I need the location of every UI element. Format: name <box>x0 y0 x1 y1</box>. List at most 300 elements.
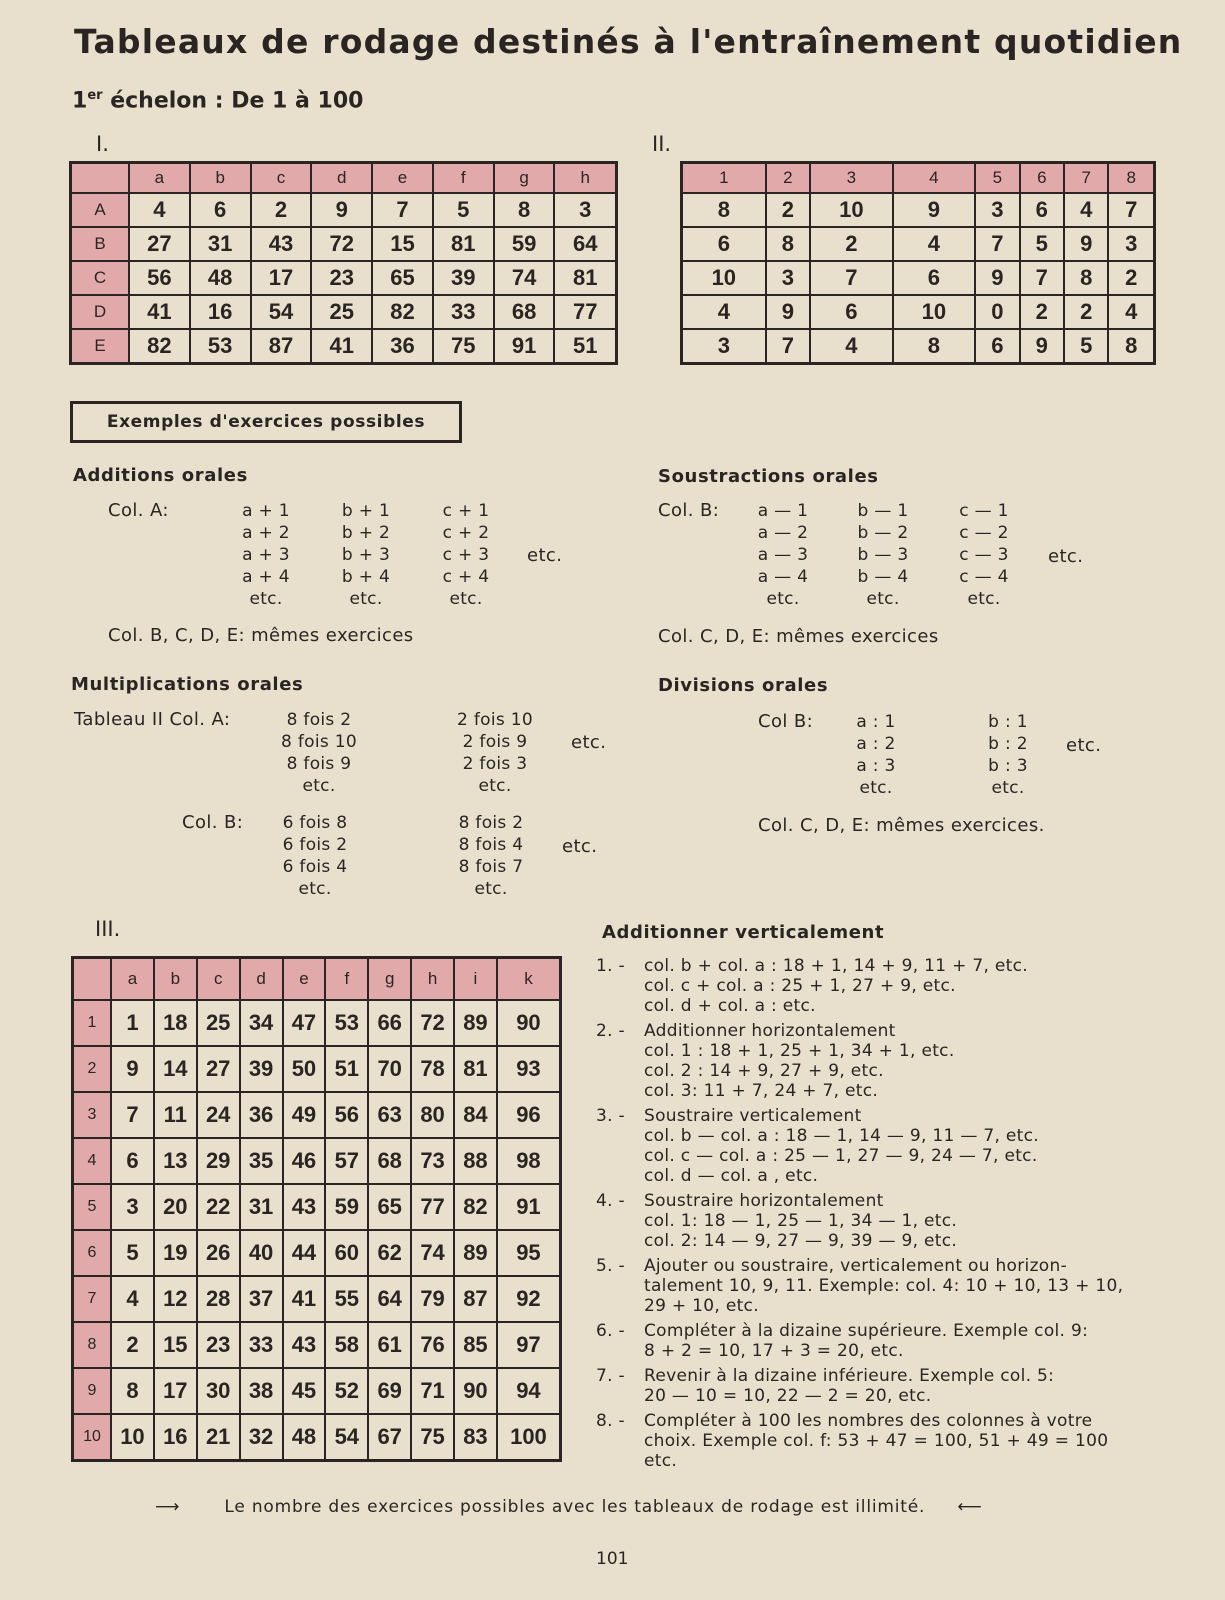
table3-column-header: d <box>240 958 283 1001</box>
exercise-line: Compléter à 100 les nombres des colonnes à votre <box>644 1411 1093 1431</box>
table3-cell: 11 <box>154 1092 197 1138</box>
addition-line: etc. <box>349 589 383 609</box>
table1-cell: 27 <box>129 227 190 261</box>
table1-cell: 43 <box>251 227 312 261</box>
additions-col-a <box>236 500 296 610</box>
table3-cell: 44 <box>283 1230 326 1276</box>
footer-text: Le nombre des exercices possibles avec les tableaux de rodage est illimité. <box>224 1497 926 1517</box>
table3-cell: 60 <box>325 1230 368 1276</box>
table1-cell: 23 <box>311 261 372 295</box>
table3-cell: 48 <box>283 1414 326 1461</box>
table1-cell: 59 <box>494 227 555 261</box>
table3-cell: 41 <box>283 1276 326 1322</box>
exercise-line: col. b — col. a : 18 — 1, 14 — 9, 11 — 7, etc. <box>644 1126 1039 1146</box>
table3-cell: 37 <box>240 1276 283 1322</box>
soustractions-etc: etc. <box>1048 546 1084 567</box>
table3-cell: 66 <box>368 1000 411 1046</box>
table2-cell: 7 <box>810 261 893 295</box>
addition-line: etc. <box>449 589 483 609</box>
table1-column-header: b <box>190 163 251 194</box>
table3-cell: 69 <box>368 1368 411 1414</box>
table-1 <box>69 161 618 365</box>
table3-cell: 34 <box>240 1000 283 1046</box>
additions-note: Col. B, C, D, E: mêmes exercices <box>108 625 414 646</box>
exercise-item <box>596 956 1160 1016</box>
addition-line: a + 3 <box>242 545 290 565</box>
multiplication-line: 6 fois 8 <box>282 813 348 833</box>
table1-cell: 39 <box>433 261 494 295</box>
addition-line: c + 4 <box>442 567 490 587</box>
exercise-item <box>596 1191 1160 1251</box>
table3-cell: 91 <box>497 1184 561 1230</box>
exercise-item <box>596 1256 1160 1316</box>
table1-cell: 81 <box>433 227 494 261</box>
table2-column-header: 7 <box>1064 163 1108 194</box>
table3-cell: 40 <box>240 1230 283 1276</box>
echelon-prefix: 1 <box>72 88 88 114</box>
table3-cell: 75 <box>411 1414 454 1461</box>
table3-cell: 84 <box>454 1092 497 1138</box>
table2-cell: 3 <box>766 261 810 295</box>
table2-row <box>682 261 1155 295</box>
exercise-number: 4. - <box>596 1191 625 1211</box>
table3-cell: 7 <box>111 1092 154 1138</box>
table3-cell: 43 <box>283 1322 326 1368</box>
division-line: a : 2 <box>856 734 896 754</box>
multiplications-heading: Multiplications orales <box>71 674 304 695</box>
additions-col-label: Col. A: <box>108 500 169 521</box>
table1-row <box>71 193 617 227</box>
table3-row-label: 9 <box>73 1368 112 1414</box>
exercise-item <box>596 1106 1160 1186</box>
table3-cell: 89 <box>454 1000 497 1046</box>
table3-cell: 30 <box>197 1368 240 1414</box>
table3-row-label: 1 <box>73 1000 112 1046</box>
table1-row <box>71 329 617 364</box>
addition-line: b + 1 <box>341 501 391 521</box>
exercise-number: 3. - <box>596 1106 625 1126</box>
table1-cell: 3 <box>554 193 616 227</box>
table2-cell: 8 <box>682 193 766 227</box>
table3-cell: 70 <box>368 1046 411 1092</box>
table2-cell: 4 <box>1108 295 1154 329</box>
table1-column-header: h <box>554 163 616 194</box>
echelon-label: échelon : De 1 à 100 <box>110 88 364 114</box>
table3-row <box>73 1046 561 1092</box>
table3-cell: 12 <box>154 1276 197 1322</box>
table3-cell: 51 <box>325 1046 368 1092</box>
table3-cell: 73 <box>411 1138 454 1184</box>
exercise-line: Ajouter ou soustraire, verticalement ou horizon- <box>644 1256 1067 1276</box>
table2-cell: 2 <box>810 227 893 261</box>
addition-line: a + 1 <box>242 501 290 521</box>
table2-column-header: 3 <box>810 163 893 194</box>
table3-row <box>73 1368 561 1414</box>
division-line: b : 3 <box>988 756 1028 776</box>
table-2 <box>680 161 1156 365</box>
table3-cell: 68 <box>368 1138 411 1184</box>
additions-col-c <box>436 500 496 610</box>
table2-cell: 7 <box>1108 193 1154 227</box>
table2-roman: II. <box>652 132 672 156</box>
table3-column-header: c <box>197 958 240 1001</box>
table2-cell: 8 <box>1064 261 1108 295</box>
addition-line: a + 4 <box>242 567 290 587</box>
addition-line: a + 2 <box>242 523 290 543</box>
vertical-heading: Additionner verticalement <box>602 922 885 943</box>
table2-row <box>682 295 1155 329</box>
table2-cell: 10 <box>682 261 766 295</box>
multiplication-line: etc. <box>302 776 336 796</box>
table1-header-row <box>71 163 617 194</box>
table3-column-header: k <box>497 958 561 1001</box>
table2-cell: 10 <box>893 295 976 329</box>
exercise-number: 2. - <box>596 1021 625 1041</box>
exercise-line: etc. <box>644 1451 678 1471</box>
table3-cell: 26 <box>197 1230 240 1276</box>
subtraction-line: c — 1 <box>959 501 1009 521</box>
exercise-number: 7. - <box>596 1366 625 1386</box>
table1-column-header: g <box>494 163 555 194</box>
subtraction-line: etc. <box>967 589 1001 609</box>
exercise-number: 5. - <box>596 1256 625 1276</box>
divisions-etc: etc. <box>1066 735 1102 756</box>
table1-column-header: c <box>251 163 312 194</box>
table1-column-header: d <box>311 163 372 194</box>
table1-roman: I. <box>96 132 109 156</box>
table3-cell: 90 <box>454 1368 497 1414</box>
table1-cell: 82 <box>372 295 433 329</box>
table1-cell: 54 <box>251 295 312 329</box>
exercise-line: col. 3: 11 + 7, 24 + 7, etc. <box>644 1081 879 1101</box>
multiplication-line: 6 fois 4 <box>282 857 348 877</box>
exercise-body <box>644 1321 1160 1361</box>
multiplication-line: 8 fois 7 <box>458 857 524 877</box>
additions-heading: Additions orales <box>73 465 248 486</box>
table3-cell: 15 <box>154 1322 197 1368</box>
exercise-line: 8 + 2 = 10, 17 + 3 = 20, etc. <box>644 1341 904 1361</box>
table3-cell: 38 <box>240 1368 283 1414</box>
table2-cell: 9 <box>893 193 976 227</box>
table3-cell: 90 <box>497 1000 561 1046</box>
table3-cell: 81 <box>454 1046 497 1092</box>
table3-cell: 23 <box>197 1322 240 1368</box>
table3-row <box>73 1276 561 1322</box>
table3-column-header: i <box>454 958 497 1001</box>
table3-cell: 36 <box>240 1092 283 1138</box>
exercise-line: 20 — 10 = 10, 22 — 2 = 20, etc. <box>644 1386 932 1406</box>
table1-column-header: e <box>372 163 433 194</box>
table1-cell: 82 <box>129 329 190 364</box>
table1-cell: 33 <box>433 295 494 329</box>
table1-cell: 74 <box>494 261 555 295</box>
table3-cell: 65 <box>368 1184 411 1230</box>
table1-row-label: D <box>71 295 130 329</box>
table3-cell: 57 <box>325 1138 368 1184</box>
multiplications-etc-a: etc. <box>571 732 607 753</box>
table3-cell: 54 <box>325 1414 368 1461</box>
table3-cell: 18 <box>154 1000 197 1046</box>
table1-cell: 9 <box>311 193 372 227</box>
table3-cell: 25 <box>197 1000 240 1046</box>
table3-cell: 100 <box>497 1414 561 1461</box>
multiplication-line: 2 fois 9 <box>462 732 528 752</box>
table2-cell: 4 <box>682 295 766 329</box>
multiplications-col-b-2 <box>450 812 532 900</box>
subtraction-line: a — 1 <box>757 501 809 521</box>
table2-cell: 5 <box>1020 227 1064 261</box>
subtraction-line: a — 3 <box>757 545 809 565</box>
multiplication-line: etc. <box>474 879 508 899</box>
table3-cell: 59 <box>325 1184 368 1230</box>
table2-column-header: 2 <box>766 163 810 194</box>
exercise-item <box>596 1021 1160 1101</box>
exercise-number: 8. - <box>596 1411 625 1431</box>
table3-column-header: h <box>411 958 454 1001</box>
table3-cell: 21 <box>197 1414 240 1461</box>
table1-corner <box>71 163 130 194</box>
soustractions-col-c <box>953 500 1015 610</box>
table2-column-header: 5 <box>975 163 1019 194</box>
table3-cell: 76 <box>411 1322 454 1368</box>
table2-row <box>682 227 1155 261</box>
table3-column-header: f <box>325 958 368 1001</box>
table1-cell: 41 <box>311 329 372 364</box>
table2-cell: 8 <box>1108 329 1154 364</box>
multiplication-line: 8 fois 2 <box>286 710 352 730</box>
subtraction-line: a — 4 <box>757 567 809 587</box>
table1-cell: 36 <box>372 329 433 364</box>
table3-header-row <box>73 958 561 1001</box>
multiplications-label-a: Tableau II Col. A: <box>74 709 231 730</box>
soustractions-heading: Soustractions orales <box>658 466 879 487</box>
table2-cell: 9 <box>975 261 1019 295</box>
table3-cell: 16 <box>154 1414 197 1461</box>
table3-row <box>73 1138 561 1184</box>
table1-cell: 87 <box>251 329 312 364</box>
table3-cell: 50 <box>283 1046 326 1092</box>
table3-cell: 39 <box>240 1046 283 1092</box>
table3-row <box>73 1414 561 1461</box>
divisions-heading: Divisions orales <box>658 675 829 696</box>
subtraction-line: b — 1 <box>857 501 909 521</box>
table1-column-header: a <box>129 163 190 194</box>
multiplications-col-b-1 <box>274 812 356 900</box>
table3-cell: 3 <box>111 1184 154 1230</box>
table3-row <box>73 1092 561 1138</box>
table3-column-header: g <box>368 958 411 1001</box>
multiplications-label-b: Col. B: <box>182 812 244 833</box>
table3-row-label: 10 <box>73 1414 112 1461</box>
arrow-left-icon: ⟵ <box>957 1497 983 1517</box>
table3-row-label: 6 <box>73 1230 112 1276</box>
table3-cell: 31 <box>240 1184 283 1230</box>
table2-column-header: 4 <box>893 163 976 194</box>
addition-line: c + 2 <box>442 523 490 543</box>
table2-cell: 4 <box>1064 193 1108 227</box>
table3-cell: 13 <box>154 1138 197 1184</box>
exercise-line: col. c — col. a : 25 — 1, 27 — 9, 24 — 7, etc. <box>644 1146 1038 1166</box>
table1-column-header: f <box>433 163 494 194</box>
table1-cell: 91 <box>494 329 555 364</box>
table3-cell: 10 <box>111 1414 154 1461</box>
footer <box>155 1497 983 1517</box>
table3-cell: 43 <box>283 1184 326 1230</box>
subtraction-line: b — 3 <box>857 545 909 565</box>
exercise-line: choix. Exemple col. f: 53 + 47 = 100, 51 + 49 = 100 <box>644 1431 1109 1451</box>
exercise-line: col. 2 : 14 + 9, 27 + 9, etc. <box>644 1061 884 1081</box>
table2-row <box>682 193 1155 227</box>
table3-row-label: 8 <box>73 1322 112 1368</box>
table3-cell: 24 <box>197 1092 240 1138</box>
table3-cell: 53 <box>325 1000 368 1046</box>
table2-cell: 6 <box>1020 193 1064 227</box>
table3-cell: 85 <box>454 1322 497 1368</box>
table3-cell: 1 <box>111 1000 154 1046</box>
exercise-line: Compléter à la dizaine supérieure. Exemple col. 9: <box>644 1321 1089 1341</box>
table2-cell: 6 <box>893 261 976 295</box>
soustractions-col-b <box>852 500 914 610</box>
addition-line: etc. <box>249 589 283 609</box>
table3-cell: 45 <box>283 1368 326 1414</box>
table2-cell: 9 <box>766 295 810 329</box>
table1-cell: 81 <box>554 261 616 295</box>
table3-cell: 87 <box>454 1276 497 1322</box>
table3-cell: 96 <box>497 1092 561 1138</box>
table2-cell: 3 <box>1108 227 1154 261</box>
table3-cell: 78 <box>411 1046 454 1092</box>
table3-cell: 71 <box>411 1368 454 1414</box>
table3-row-label: 7 <box>73 1276 112 1322</box>
table1-cell: 51 <box>554 329 616 364</box>
table2-cell: 6 <box>810 295 893 329</box>
table2-cell: 3 <box>682 329 766 364</box>
exercise-line: col. d — col. a , etc. <box>644 1166 819 1186</box>
soustractions-col-a <box>752 500 814 610</box>
table3-cell: 92 <box>497 1276 561 1322</box>
subtraction-line: c — 3 <box>959 545 1009 565</box>
table3-cell: 32 <box>240 1414 283 1461</box>
additions-col-b <box>336 500 396 610</box>
division-line: a : 1 <box>856 712 896 732</box>
table3-cell: 6 <box>111 1138 154 1184</box>
table2-cell: 9 <box>1064 227 1108 261</box>
exercise-body <box>644 956 1160 1016</box>
exercise-list <box>596 956 1160 1476</box>
table2-cell: 6 <box>682 227 766 261</box>
table2-cell: 2 <box>1108 261 1154 295</box>
exercise-line: Revenir à la dizaine inférieure. Exemple col. 5: <box>644 1366 1055 1386</box>
division-line: b : 2 <box>988 734 1028 754</box>
table3-cell: 56 <box>325 1092 368 1138</box>
table2-cell: 8 <box>893 329 976 364</box>
table3-row <box>73 1322 561 1368</box>
soustractions-col-label: Col. B: <box>658 500 720 521</box>
table3-cell: 98 <box>497 1138 561 1184</box>
table3-cell: 27 <box>197 1046 240 1092</box>
division-line: etc. <box>991 778 1025 798</box>
table3-cell: 72 <box>411 1000 454 1046</box>
table1-cell: 7 <box>372 193 433 227</box>
table2-cell: 10 <box>810 193 893 227</box>
table2-cell: 8 <box>766 227 810 261</box>
exercise-item <box>596 1411 1160 1471</box>
table2-cell: 3 <box>975 193 1019 227</box>
table2-column-header: 6 <box>1020 163 1064 194</box>
table1-cell: 53 <box>190 329 251 364</box>
table3-cell: 2 <box>111 1322 154 1368</box>
multiplication-line: 8 fois 2 <box>458 813 524 833</box>
table3-cell: 20 <box>154 1184 197 1230</box>
table3-cell: 88 <box>454 1138 497 1184</box>
table1-cell: 75 <box>433 329 494 364</box>
table3-row <box>73 1230 561 1276</box>
table3-cell: 97 <box>497 1322 561 1368</box>
table2-cell: 2 <box>766 193 810 227</box>
table1-cell: 68 <box>494 295 555 329</box>
table3-cell: 58 <box>325 1322 368 1368</box>
table2-header-row <box>682 163 1155 194</box>
table3-corner <box>73 958 112 1001</box>
exercise-body <box>644 1021 1160 1101</box>
exercise-line: col. 1 : 18 + 1, 25 + 1, 34 + 1, etc. <box>644 1041 955 1061</box>
table1-row-label: B <box>71 227 130 261</box>
addition-line: b + 4 <box>341 567 391 587</box>
table1-cell: 5 <box>433 193 494 227</box>
table2-cell: 4 <box>810 329 893 364</box>
table1-cell: 2 <box>251 193 312 227</box>
table3-cell: 19 <box>154 1230 197 1276</box>
table2-cell: 9 <box>1020 329 1064 364</box>
exercise-line: 29 + 10, etc. <box>644 1296 759 1316</box>
soustractions-note: Col. C, D, E: mêmes exercices <box>658 626 939 647</box>
addition-line: b + 3 <box>341 545 391 565</box>
exercise-number: 1. - <box>596 956 625 976</box>
table2-cell: 6 <box>975 329 1019 364</box>
table3-roman: III. <box>95 917 121 941</box>
exercise-body <box>644 1106 1160 1186</box>
table1-cell: 65 <box>372 261 433 295</box>
multiplications-etc-b: etc. <box>562 836 598 857</box>
table1-cell: 72 <box>311 227 372 261</box>
table3-row-label: 3 <box>73 1092 112 1138</box>
table3-row-label: 2 <box>73 1046 112 1092</box>
table2-cell: 2 <box>1020 295 1064 329</box>
table2-cell: 2 <box>1064 295 1108 329</box>
table3-cell: 77 <box>411 1184 454 1230</box>
table3-cell: 5 <box>111 1230 154 1276</box>
table3-cell: 49 <box>283 1092 326 1138</box>
multiplications-col-a-1 <box>274 709 364 797</box>
table3-cell: 80 <box>411 1092 454 1138</box>
table-3 <box>71 956 562 1462</box>
exercise-line: talement 10, 9, 11. Exemple: col. 4: 10 + 10, 13 + 10, <box>644 1276 1124 1296</box>
exercise-body <box>644 1366 1160 1406</box>
table2-column-header: 8 <box>1108 163 1154 194</box>
exercise-line: col. 1: 18 — 1, 25 — 1, 34 — 1, etc. <box>644 1211 958 1231</box>
divisions-note: Col. C, D, E: mêmes exercices. <box>758 815 1045 836</box>
exercise-line: col. d + col. a : etc. <box>644 996 816 1016</box>
table3-cell: 22 <box>197 1184 240 1230</box>
table3-cell: 4 <box>111 1276 154 1322</box>
table2-cell: 7 <box>975 227 1019 261</box>
table3-cell: 89 <box>454 1230 497 1276</box>
table2-cell: 7 <box>1020 261 1064 295</box>
table3-cell: 93 <box>497 1046 561 1092</box>
table3-row <box>73 1184 561 1230</box>
table2-column-header: 1 <box>682 163 766 194</box>
additions-etc: etc. <box>527 545 563 566</box>
